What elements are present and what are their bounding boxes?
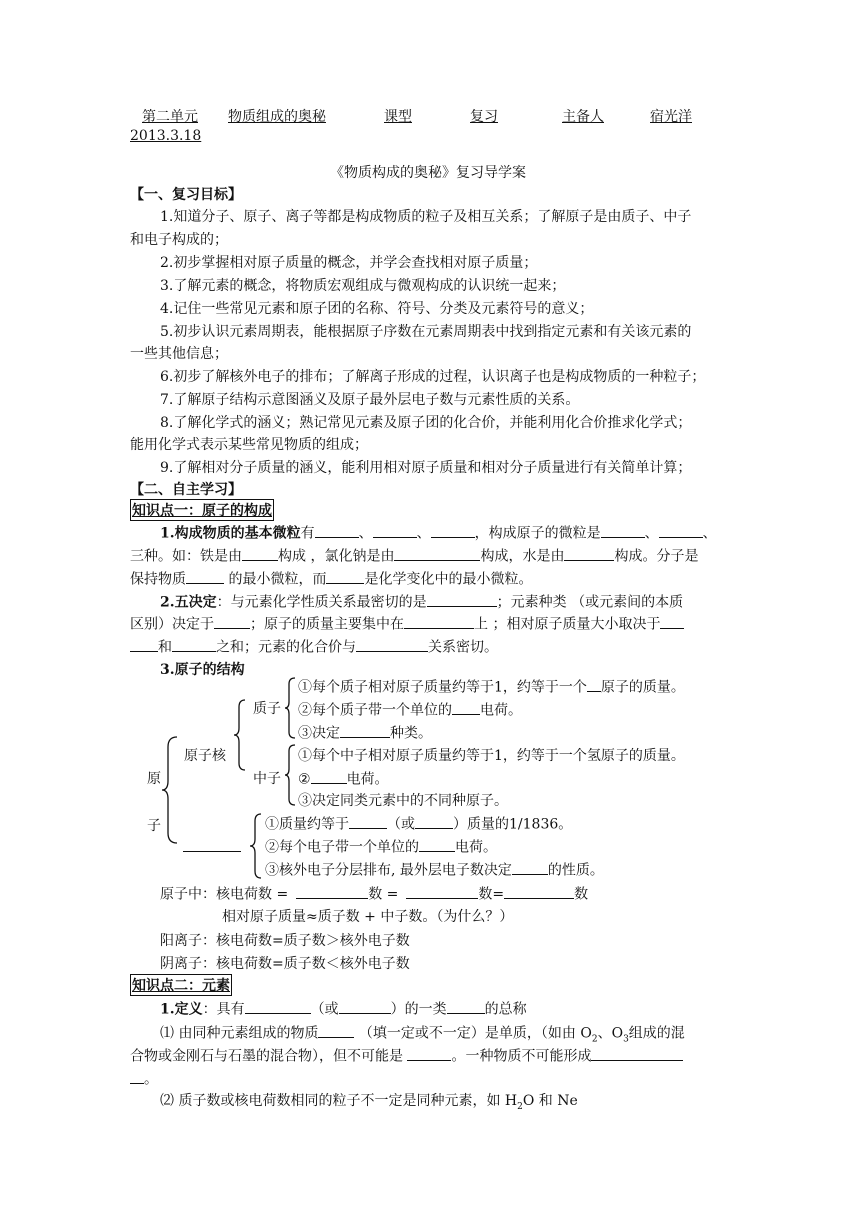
anion-rule: 阴离子：核电荷数=质子数＜核外电子数 [160,956,410,972]
section2-heading: 【二、自主学习】 [130,482,242,498]
kp2-title: 知识点二：元素 [130,974,232,996]
blank[interactable] [186,568,224,584]
goal-line: 6.初步了解核外电子的排布；了解离子形成的过程，认识离子也是构成物质的一种粒子； [160,369,706,385]
blank[interactable] [407,1045,451,1061]
goal-line: 2.初步掌握相对原子质量的概念，并学会查找相对原子质量； [160,255,538,271]
header-type-label: 课型 [384,109,412,125]
blank[interactable] [318,1022,354,1038]
goal-line: 和电子构成的； [130,232,228,248]
header-preparer-name: 宿光洋 [650,109,692,125]
blank[interactable] [339,998,391,1014]
blank[interactable] [349,813,387,829]
q2-label: 2.五决定 [160,594,217,611]
q1-label: 1.构成物质的基本微粒 [160,525,301,542]
header-preparer-label: 主备人 [562,109,604,125]
goal-line: 能用化学式表示某些常见物质的组成； [130,437,368,453]
q1-line2: 三种。如：铁是由 构成 ，氯化钠是由 构成，水是由 构成。分子是 [130,545,698,566]
electron-brace [248,812,264,880]
neutron-label: 中子 [253,771,281,787]
atom-label-top: 原 [147,771,161,787]
blank[interactable] [512,859,548,875]
blank[interactable] [340,722,390,738]
blank[interactable] [419,836,455,852]
blank[interactable] [447,998,485,1014]
blank[interactable] [404,613,474,629]
note1-line3: 。 [130,1068,158,1089]
blank[interactable] [130,1068,144,1084]
q1-line3: 保持物质 的最小微粒，而 是化学变化中的最小微粒。 [130,568,532,589]
blank[interactable] [660,613,684,629]
blank[interactable] [415,813,453,829]
blank[interactable] [130,636,158,652]
note1-line2: 合物或金刚石与石墨的混合物），但不可能是 。一种物质不可能形成 [130,1045,683,1066]
outer-brace [160,735,180,845]
goal-line: 一些其他信息； [130,346,228,362]
proton-label: 质子 [253,701,281,717]
goal-line: 7.了解原子结构示意图涵义及原子最外层电子数与元素性质的关系。 [160,392,580,408]
blank[interactable] [504,883,574,899]
electron-blank[interactable] [183,836,241,852]
goal-line: 1.知道分子、原子、离子等都是构成物质的粒子及相互关系；了解原子是由质子、中子 [160,209,692,225]
neutron-item: ③决定同类元素中的不同种原子。 [298,793,508,809]
blank[interactable] [431,522,475,538]
header-date: 2013.3.18 [130,128,202,144]
electron-item: ②每个电子带一个单位的 电荷。 [265,836,497,857]
blank[interactable] [242,545,278,561]
atom-label-bottom: 子 [147,818,161,834]
document-title: 《物质构成的奥秘》复习导学案 [330,165,526,181]
proton-item: ③决定 种类。 [298,722,432,743]
q2-line1: 2.五决定：与元素化学性质关系最密切的是 ；元素种类 （或元素间的本质 [160,591,683,612]
note2-line1: ⑵ 质子数或核电荷数相同的粒子不一定是同种元素，如 $H_2O$ 和 Ne [160,1093,578,1112]
goal-line: 8.了解化学式的涵义；熟记常见元素及原子团的化合价，并能利用化合价推求化学式； [160,415,692,431]
goal-line: 5.初步认识元素周期表，能根据原子序数在元素周期表中找到指定元素和有关该元素的 [160,324,692,340]
q2-line3: 和 之和；元素的化合价与 关系密切。 [130,636,498,657]
section1-heading: 【一、复习目标】 [130,187,242,203]
goal-line: 3.了解元素的概念，将物质宏观组成与微观构成的认识统一起来； [160,278,566,294]
blank[interactable] [601,522,645,538]
blank[interactable] [373,522,417,538]
cation-rule: 阳离子：核电荷数=质子数＞核外电子数 [160,933,410,949]
header-topic: 物质组成的奥秘 [228,109,326,125]
neutron-item: ② 电荷。 [298,768,389,789]
neutron-item: ①每个中子相对原子质量约等于1，约等于一个氢原子的质量。 [298,748,685,764]
element-definition: 1.定义：具有 （或 ）的一类 的总称 [160,998,527,1019]
blank[interactable] [406,883,478,899]
blank[interactable] [452,699,480,715]
blank[interactable] [296,883,368,899]
kp1-title: 知识点一：原子的构成 [130,499,274,521]
blank[interactable] [311,768,347,784]
electron-item: ③核外电子分层排布, 最外层电子数决定 的性质。 [265,859,604,880]
header-unit: 第二单元 [142,109,198,125]
atom-relation: 原子中：核电荷数 = 数 = 数= 数 [160,883,588,904]
blank[interactable] [564,545,614,561]
blank[interactable] [245,998,311,1014]
blank[interactable] [326,568,364,584]
neutron-brace [283,743,297,807]
proton-item: ①每个质子相对原子质量约等于1，约等于一个 原子的质量。 [298,676,685,697]
blank[interactable] [356,636,428,652]
blank[interactable] [172,636,216,652]
proton-brace [283,676,297,740]
q1-line1: 1.构成物质的基本微粒有 、 、 ，构成原子的微粒是 、 、 [160,522,717,543]
note1-line1: ⑴ 由同种元素组成的物质 （填一定或不一定）是单质，（如由 $O_2$、$O_3$组成的混 [160,1022,685,1044]
blank[interactable] [659,522,703,538]
blank[interactable] [315,522,359,538]
q3-label: 3.原子的结构 [160,662,245,678]
header-type-value: 复习 [470,109,498,125]
relative-mass-note: 相对原子质量≈质子数 + 中子数。（为什么？） [222,909,514,925]
nucleus-brace [232,698,248,772]
blank[interactable] [427,591,497,607]
blank[interactable] [587,676,601,692]
q2-line2: 区别）决定于 ；原子的质量主要集中在 上 ；相对原子质量大小取决于 [130,613,684,634]
goal-line: 9.了解相对分子质量的涵义，能利用相对原子质量和相对分子质量进行有关简单计算； [160,460,692,476]
goal-line: 4.记住一些常见元素和原子团的名称、符号、分类及元素符号的意义； [160,301,594,317]
electron-item: ①质量约等于 （或 ）质量的1/1836。 [265,813,572,834]
proton-item: ②每个质子带一个单位的 电荷。 [298,699,522,720]
blank[interactable] [214,613,250,629]
header-line [130,106,692,126]
nucleus-label: 原子核 [184,748,226,764]
blank[interactable] [591,1045,683,1061]
blank[interactable] [394,545,480,561]
